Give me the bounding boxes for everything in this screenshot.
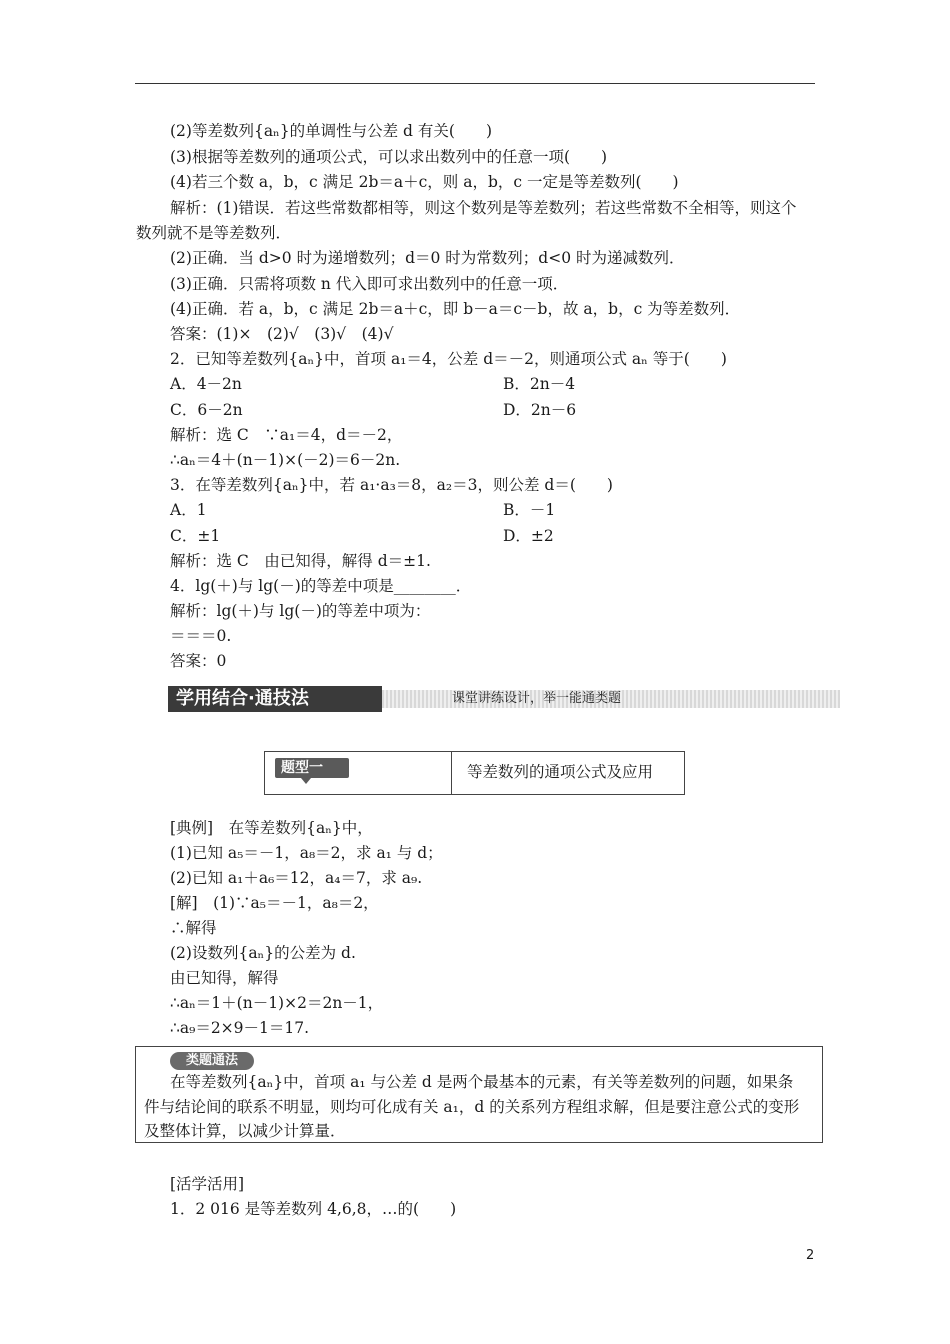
method-box — [135, 1046, 823, 1143]
answer-line: 答案：(1)× (2)√ (3)√ (4)√ — [170, 325, 394, 343]
method-line: 在等差数列{aₙ}中，首项 a₁ 与公差 d 是两个最基本的元素，有关等差数列的问题，如果条 — [170, 1073, 794, 1091]
choice-a: A．1 — [170, 501, 207, 519]
text-line: ∴解得 — [170, 919, 217, 937]
text-line: ＝＝＝0. — [170, 627, 232, 645]
text-line: (2)设数列{aₙ}的公差为 d. — [170, 944, 356, 962]
choice-d: D．±2 — [503, 527, 554, 545]
text-line: [活学活用] — [170, 1175, 245, 1193]
choice-d: D．2n－6 — [503, 401, 577, 419]
text-line: ∴aₙ＝1＋(n－1)×2＝2n－1， — [170, 994, 384, 1012]
text-line: [解] (1)∵a₅＝－1，a₈＝2， — [170, 894, 379, 912]
text-line: (2)正确．当 d>0 时为递增数列；d＝0 时为常数列；d<0 时为递减数列． — [170, 249, 685, 267]
question-2: 2．已知等差数列{aₙ}中，首项 a₁＝4，公差 d＝－2，则通项公式 aₙ 等于( ) — [170, 350, 727, 368]
banner-title: 学用结合·通技法 — [168, 686, 382, 712]
section-banner — [168, 686, 840, 712]
text-line: (3)根据等差数列的通项公式，可以求出数列中的任意一项( ) — [170, 148, 608, 166]
text-line: 1．2 016 是等差数列 4,6,8，…的( ) — [170, 1200, 457, 1218]
question-3: 3．在等差数列{aₙ}中，若 a₁·a₃＝8，a₂＝3，则公差 d＝( ) — [170, 476, 613, 494]
text-line: (4)若三个数 a，b，c 满足 2b＝a＋c，则 a，b，c 一定是等差数列( ) — [170, 173, 679, 191]
method-tag: 类题通法 — [170, 1052, 254, 1070]
text-line: ∴a₉＝2×9－1＝17. — [170, 1019, 310, 1037]
choice-b: B．2n－4 — [503, 375, 576, 393]
text-line: 解析：选 C 由已知得，解得 d＝±1. — [170, 552, 431, 570]
text-line: 数列就不是等差数列． — [136, 224, 292, 242]
question-4: 4．lg(＋)与 lg(－)的等差中项是________． — [170, 577, 472, 595]
choice-c: C．±1 — [170, 527, 221, 545]
text-line: 解析：(1)错误．若这些常数都相等，则这个数列是等差数列；若这些常数不全相等，则这个 — [170, 199, 797, 217]
text-line: (3)正确．只需将项数 n 代入即可求出数列中的任意一项． — [170, 275, 569, 293]
text-line: (1)已知 a₅＝－1，a₈＝2，求 a₁ 与 d； — [170, 844, 443, 862]
page-number: 2 — [806, 1248, 815, 1263]
header-rule — [135, 83, 815, 84]
method-line: 及整体计算，以减少计算量． — [144, 1122, 346, 1140]
method-line: 件与结论间的联系不明显，则均可化成有关 a₁，d 的关系列方程组求解，但是要注意公式的变形 — [144, 1098, 800, 1116]
text-line: ∴aₙ＝4＋(n－1)×(－2)＝6－2n. — [170, 451, 401, 469]
choice-b: B．－1 — [503, 501, 556, 519]
text-line: 解析：选 C ∵a₁＝4，d＝－2， — [170, 426, 403, 444]
banner-note: 课堂讲练设计，举一能通类题 — [452, 691, 622, 706]
choice-a: A．4－2n — [170, 375, 242, 393]
answer-line: 答案：0 — [170, 652, 227, 670]
question-type-box — [264, 751, 685, 795]
choice-c: C．6－2n — [170, 401, 243, 419]
text-line: (4)正确．若 a，b，c 满足 2b＝a＋c，即 b－a＝c－b，故 a，b，c 为等差数列． — [170, 300, 741, 318]
text-line: (2)等差数列{aₙ}的单调性与公差 d 有关( ) — [170, 122, 492, 140]
question-type-title: 等差数列的通项公式及应用 — [467, 763, 654, 781]
text-line: 由已知得，解得 — [170, 969, 279, 987]
question-type-tag: 题型一 — [275, 758, 349, 778]
divider — [451, 752, 452, 794]
text-line: [典例] 在等差数列{aₙ}中， — [170, 819, 373, 837]
text-line: (2)已知 a₁＋a₆＝12，a₄＝7，求 a₉. — [170, 869, 423, 887]
text-line: 解析：lg(＋)与 lg(－)的等差中项为： — [170, 602, 431, 620]
